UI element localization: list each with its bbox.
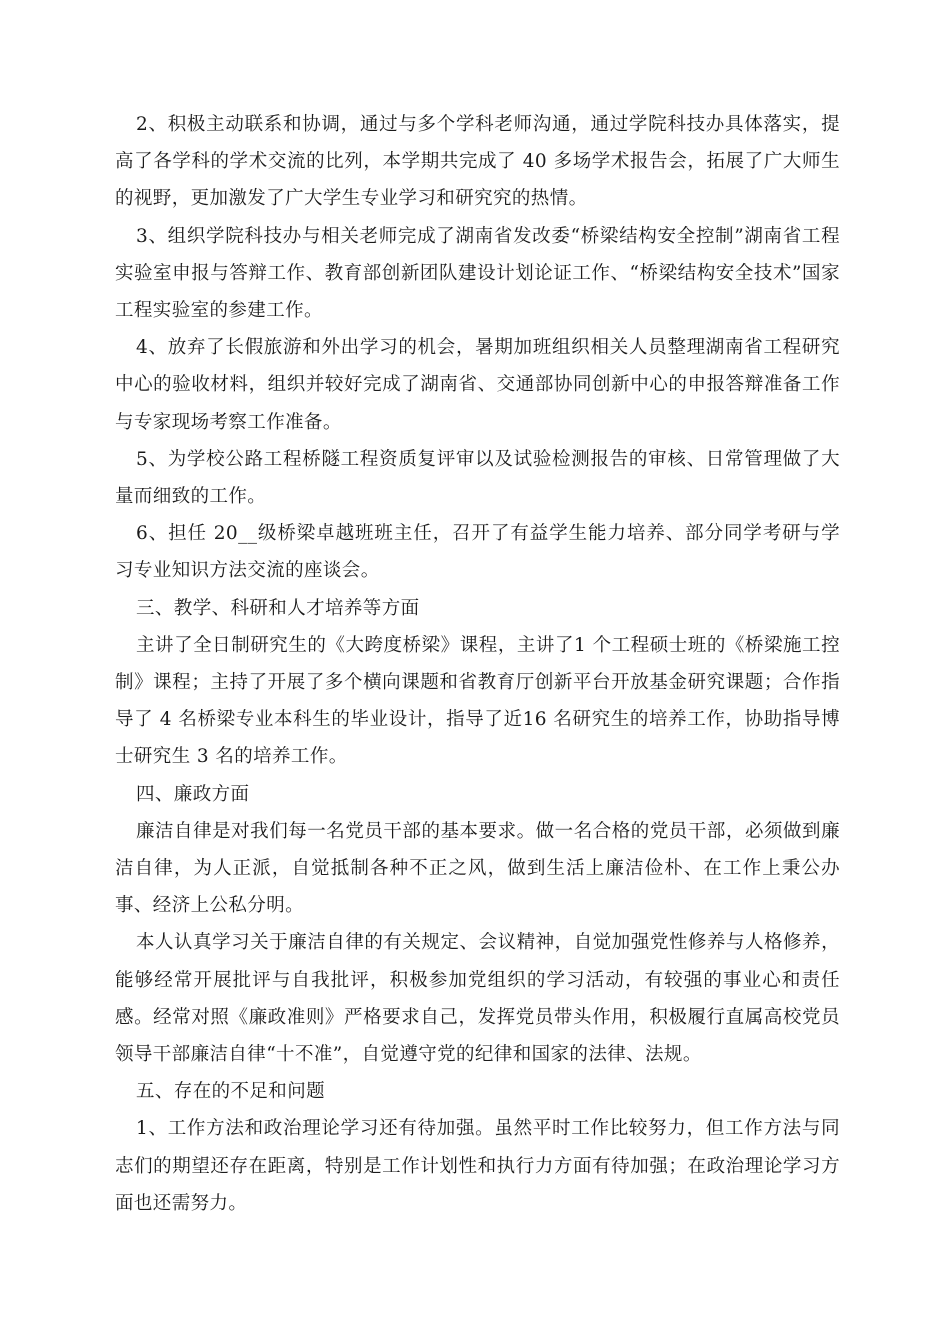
section-heading-shortcomings: 五、存在的不足和问题 [136,1081,326,1103]
paragraph-item-4: 4、放弃了长假旅游和外出学习的机会，暑期加班组织相关人员整理湖南省工程研究中心的验收材料，组织并较好完成了湖南省、交通部协同创新中心的申报答辩准备工作与专家现场考察工作准备。 [115,337,840,433]
paragraph-item-3: 3、组织学院科技办与相关老师完成了湖南省发改委“桥梁结构安全控制”湖南省工程实验室申报与答辩工作、教育部创新团队建设计划论证工作、“桥梁结构安全技术”国家工程实验室的参建工作。 [115,225,840,322]
paragraph-item-6: 6、担任 20__级桥梁卓越班班主任，召开了有益学生能力培养、部分同学考研与学习专业知识方法交流的座谈会。 [115,523,840,582]
document-body [115,106,840,1222]
section-heading-integrity: 四、廉政方面 [136,783,250,805]
paragraph-teaching: 主讲了全日制研究生的《大跨度桥梁》课程，主讲了1 个工程硕士班的《桥梁施工控制》课程；主持了开展了多个横向课题和省教育厅创新平台开放基金研究课题；合作指导了 4 名桥梁专业本科生的毕业设计，指导了近16 名研究生的培养工作，协助指导博士研究生 3 名的培养工作。 [115,634,840,768]
paragraph-integrity-2: 本人认真学习关于廉洁自律的有关规定、会议精神，自觉加强党性修养与人格修养，能够经常开展批评与自我批评，积极参加党组织的学习活动，有较强的事业心和责任感。经常对照《廉政准则》严格要求自己，发挥党员带头作用，积极履行直属高校党员领导干部廉洁自律“十不准”，自觉遵守党的纪律和国家的法律、法规。 [115,932,840,1066]
paragraph-item-5: 5、为学校公路工程桥隧工程资质复评审以及试验检测报告的审核、日常管理做了大量而细致的工作。 [115,448,840,508]
paragraph-integrity-1: 廉洁自律是对我们每一名党员干部的基本要求。做一名合格的党员干部，必须做到廉洁自律，为人正派，自觉抵制各种不正之风，做到生活上廉洁俭朴、在工作上秉公办事、经济上公私分明。 [115,820,840,917]
paragraph-shortcomings-1: 1、工作方法和政治理论学习还有待加强。虽然平时工作比较努力，但工作方法与同志们的期望还存在距离，特别是工作计划性和执行力方面有待加强；在政治理论学习方面也还需努力。 [115,1118,840,1214]
section-heading-teaching: 三、教学、科研和人才培养等方面 [136,597,420,619]
paragraph-item-2: 2、积极主动联系和协调，通过与多个学科老师沟通，通过学院科技办具体落实，提高了各学科的学术交流的比列，本学期共完成了 40 多场学术报告会，拓展了广大师生的视野，更加激发了广大学生专业学习和研究究的热情。 [115,114,840,210]
